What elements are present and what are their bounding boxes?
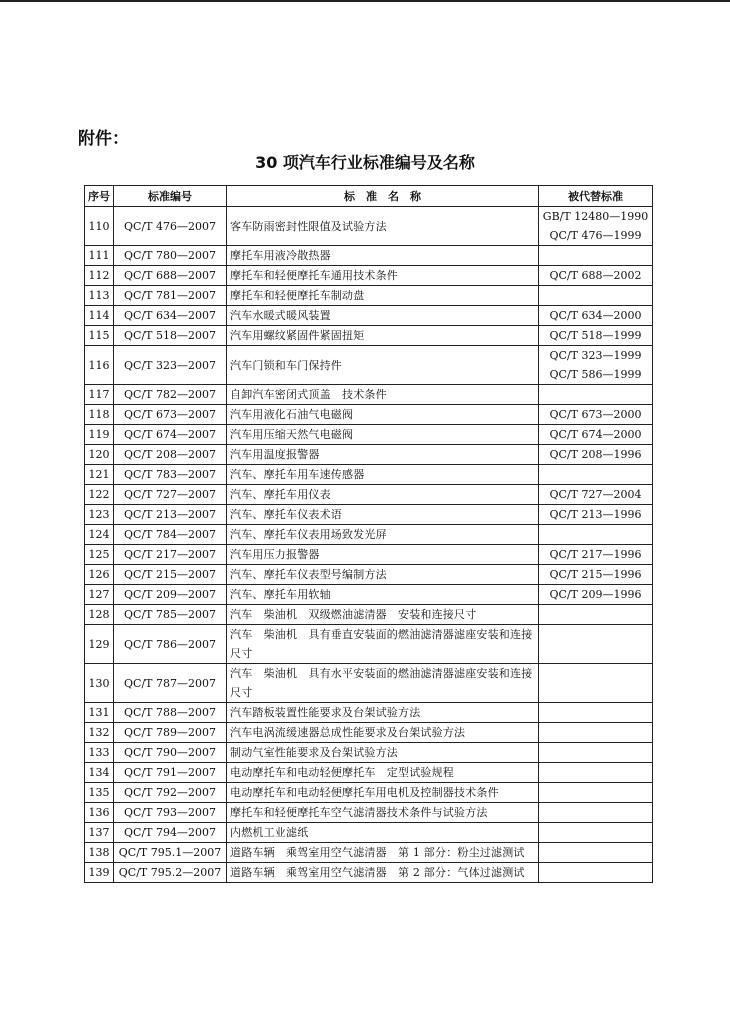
replaced-standard: QC/T 634—2000 xyxy=(549,309,642,322)
row-replaced xyxy=(539,783,653,803)
row-replaced xyxy=(539,425,653,445)
row-name: 电动摩托车和电动轻便摩托车用电机及控制器技术条件 xyxy=(227,783,539,803)
table-row xyxy=(85,505,653,525)
row-replaced xyxy=(539,346,653,385)
table-body xyxy=(85,207,653,883)
table-row xyxy=(85,525,653,545)
table-row xyxy=(85,625,653,664)
row-replaced xyxy=(539,763,653,783)
row-seq: 113 xyxy=(85,286,114,306)
replaced-standard: QC/T 217—1996 xyxy=(549,548,642,561)
row-code: QC/T 795.1—2007 xyxy=(114,843,227,863)
replaced-standard: QC/T 586—1999 xyxy=(549,368,642,381)
row-replaced xyxy=(539,286,653,306)
row-code: QC/T 792—2007 xyxy=(114,783,227,803)
row-name: 汽车 柴油机 具有垂直安装面的燃油滤清器滤座安装和连接尺寸 xyxy=(227,625,539,664)
row-name: 摩托车和轻便摩托车制动盘 xyxy=(227,286,539,306)
replaced-standard: QC/T 323—1999 xyxy=(549,349,642,362)
row-seq: 134 xyxy=(85,763,114,783)
table-row xyxy=(85,326,653,346)
row-code: QC/T 674—2007 xyxy=(114,425,227,445)
row-seq: 112 xyxy=(85,266,114,286)
row-code: QC/T 789—2007 xyxy=(114,723,227,743)
table-row xyxy=(85,346,653,385)
replaced-standard: QC/T 674—2000 xyxy=(549,428,642,441)
table-row xyxy=(85,803,653,823)
row-name: 汽车踏板装置性能要求及台架试验方法 xyxy=(227,703,539,723)
row-seq: 114 xyxy=(85,306,114,326)
table-row xyxy=(85,664,653,703)
table-header-row xyxy=(85,186,653,207)
row-name: 自卸汽车密闭式顶盖 技术条件 xyxy=(227,385,539,405)
replaced-standard: QC/T 688—2002 xyxy=(549,269,642,282)
row-code: QC/T 788—2007 xyxy=(114,703,227,723)
row-name: 道路车辆 乘驾室用空气滤清器 第 2 部分：气体过滤测试 xyxy=(227,863,539,883)
row-seq: 117 xyxy=(85,385,114,405)
table-row xyxy=(85,465,653,485)
row-code: QC/T 794—2007 xyxy=(114,823,227,843)
row-name: 汽车、摩托车用车速传感器 xyxy=(227,465,539,485)
row-seq: 118 xyxy=(85,405,114,425)
row-code: QC/T 791—2007 xyxy=(114,763,227,783)
row-seq: 139 xyxy=(85,863,114,883)
table-row xyxy=(85,763,653,783)
row-code: QC/T 673—2007 xyxy=(114,405,227,425)
replaced-standard: GB/T 12480—1990 xyxy=(542,210,649,223)
table-row xyxy=(85,823,653,843)
row-code: QC/T 215—2007 xyxy=(114,565,227,585)
row-replaced xyxy=(539,625,653,664)
row-replaced xyxy=(539,306,653,326)
row-seq: 119 xyxy=(85,425,114,445)
replaced-standard: QC/T 208—1996 xyxy=(549,448,642,461)
row-name: 汽车用螺纹紧固件紧固扭矩 xyxy=(227,326,539,346)
table-row xyxy=(85,545,653,565)
row-replaced xyxy=(539,605,653,625)
row-name: 汽车、摩托车仪表术语 xyxy=(227,505,539,525)
row-seq: 132 xyxy=(85,723,114,743)
row-code: QC/T 783—2007 xyxy=(114,465,227,485)
row-code: QC/T 213—2007 xyxy=(114,505,227,525)
row-name: 电动摩托车和电动轻便摩托车 定型试验规程 xyxy=(227,763,539,783)
table-row xyxy=(85,286,653,306)
row-name: 汽车、摩托车用软轴 xyxy=(227,585,539,605)
row-code: QC/T 476—2007 xyxy=(114,207,227,246)
row-replaced xyxy=(539,445,653,465)
row-code: QC/T 208—2007 xyxy=(114,445,227,465)
replaced-standard: QC/T 209—1996 xyxy=(549,588,642,601)
row-replaced xyxy=(539,525,653,545)
row-replaced xyxy=(539,405,653,425)
row-code: QC/T 518—2007 xyxy=(114,326,227,346)
replaced-standard: QC/T 518—1999 xyxy=(549,329,642,342)
row-name: 摩托车和轻便摩托车通用技术条件 xyxy=(227,266,539,286)
replaced-standard: QC/T 673—2000 xyxy=(549,408,642,421)
row-name: 摩托车用液冷散热器 xyxy=(227,246,539,266)
row-code: QC/T 785—2007 xyxy=(114,605,227,625)
row-name: 汽车用压缩天然气电磁阀 xyxy=(227,425,539,445)
row-seq: 135 xyxy=(85,783,114,803)
replaced-standard: QC/T 215—1996 xyxy=(549,568,642,581)
row-replaced xyxy=(539,703,653,723)
row-replaced xyxy=(539,803,653,823)
row-replaced xyxy=(539,664,653,703)
row-seq: 125 xyxy=(85,545,114,565)
table-row xyxy=(85,605,653,625)
table-row xyxy=(85,863,653,883)
row-name: 汽车用压力报警器 xyxy=(227,545,539,565)
row-code: QC/T 727—2007 xyxy=(114,485,227,505)
row-seq: 127 xyxy=(85,585,114,605)
table-row xyxy=(85,565,653,585)
document-title: 30 项汽车行业标准编号及名称 xyxy=(255,153,475,172)
table-row xyxy=(85,425,653,445)
row-code: QC/T 782—2007 xyxy=(114,385,227,405)
attachment-label: 附件： xyxy=(78,129,129,149)
row-code: QC/T 780—2007 xyxy=(114,246,227,266)
row-seq: 122 xyxy=(85,485,114,505)
row-replaced xyxy=(539,207,653,246)
row-code: QC/T 688—2007 xyxy=(114,266,227,286)
table-row xyxy=(85,445,653,465)
row-seq: 115 xyxy=(85,326,114,346)
row-replaced xyxy=(539,465,653,485)
row-seq: 130 xyxy=(85,664,114,703)
row-replaced xyxy=(539,843,653,863)
row-seq: 121 xyxy=(85,465,114,485)
row-name: 汽车用液化石油气电磁阀 xyxy=(227,405,539,425)
row-replaced xyxy=(539,246,653,266)
row-code: QC/T 793—2007 xyxy=(114,803,227,823)
row-replaced xyxy=(539,723,653,743)
row-seq: 131 xyxy=(85,703,114,723)
row-name: 道路车辆 乘驾室用空气滤清器 第 1 部分：粉尘过滤测试 xyxy=(227,843,539,863)
page-top-rule xyxy=(0,0,730,2)
row-replaced xyxy=(539,823,653,843)
row-seq: 123 xyxy=(85,505,114,525)
row-code: QC/T 634—2007 xyxy=(114,306,227,326)
table-row xyxy=(85,207,653,246)
table-row xyxy=(85,385,653,405)
table-row xyxy=(85,246,653,266)
row-seq: 120 xyxy=(85,445,114,465)
row-seq: 128 xyxy=(85,605,114,625)
row-name: 汽车门锁和车门保持件 xyxy=(227,346,539,385)
row-seq: 110 xyxy=(85,207,114,246)
row-name: 汽车、摩托车用仪表 xyxy=(227,485,539,505)
row-replaced xyxy=(539,505,653,525)
row-replaced xyxy=(539,565,653,585)
table-row xyxy=(85,783,653,803)
row-name: 制动气室性能要求及台架试验方法 xyxy=(227,743,539,763)
header-seq: 序号 xyxy=(85,186,114,207)
row-name: 摩托车和轻便摩托车空气滤清器技术条件与试验方法 xyxy=(227,803,539,823)
row-seq: 138 xyxy=(85,843,114,863)
row-name: 汽车电涡流缓速器总成性能要求及台架试验方法 xyxy=(227,723,539,743)
row-code: QC/T 795.2—2007 xyxy=(114,863,227,883)
row-seq: 137 xyxy=(85,823,114,843)
table-row xyxy=(85,843,653,863)
row-name: 汽车用温度报警器 xyxy=(227,445,539,465)
row-code: QC/T 790—2007 xyxy=(114,743,227,763)
table-row xyxy=(85,723,653,743)
table-row xyxy=(85,743,653,763)
table-row xyxy=(85,585,653,605)
row-code: QC/T 209—2007 xyxy=(114,585,227,605)
row-code: QC/T 786—2007 xyxy=(114,625,227,664)
header-name: 标 准 名 称 xyxy=(227,186,539,207)
table-row xyxy=(85,485,653,505)
row-replaced xyxy=(539,266,653,286)
row-replaced xyxy=(539,326,653,346)
replaced-standard: QC/T 727—2004 xyxy=(549,488,642,501)
header-replaced: 被代替标准 xyxy=(539,186,653,207)
row-seq: 133 xyxy=(85,743,114,763)
row-name: 客车防雨密封性限值及试验方法 xyxy=(227,207,539,246)
row-replaced xyxy=(539,863,653,883)
row-seq: 129 xyxy=(85,625,114,664)
row-seq: 126 xyxy=(85,565,114,585)
row-seq: 111 xyxy=(85,246,114,266)
row-name: 汽车 柴油机 具有水平安装面的燃油滤清器滤座安装和连接尺寸 xyxy=(227,664,539,703)
row-replaced xyxy=(539,385,653,405)
row-replaced xyxy=(539,545,653,565)
standards-table xyxy=(84,185,653,883)
row-code: QC/T 781—2007 xyxy=(114,286,227,306)
row-replaced xyxy=(539,585,653,605)
replaced-standard: QC/T 476—1999 xyxy=(549,229,642,242)
row-code: QC/T 323—2007 xyxy=(114,346,227,385)
row-seq: 116 xyxy=(85,346,114,385)
row-name: 汽车 柴油机 双级燃油滤清器 安装和连接尺寸 xyxy=(227,605,539,625)
table-row xyxy=(85,405,653,425)
row-replaced xyxy=(539,743,653,763)
row-name: 内燃机工业滤纸 xyxy=(227,823,539,843)
row-code: QC/T 217—2007 xyxy=(114,545,227,565)
row-seq: 124 xyxy=(85,525,114,545)
row-replaced xyxy=(539,485,653,505)
table-row xyxy=(85,306,653,326)
row-seq: 136 xyxy=(85,803,114,823)
replaced-standard: QC/T 213—1996 xyxy=(549,508,642,521)
table-row xyxy=(85,703,653,723)
row-code: QC/T 787—2007 xyxy=(114,664,227,703)
row-code: QC/T 784—2007 xyxy=(114,525,227,545)
header-code: 标准编号 xyxy=(114,186,227,207)
row-name: 汽车、摩托车仪表型号编制方法 xyxy=(227,565,539,585)
row-name: 汽车、摩托车仪表用场致发光屏 xyxy=(227,525,539,545)
row-name: 汽车水暖式暖风装置 xyxy=(227,306,539,326)
table-row xyxy=(85,266,653,286)
